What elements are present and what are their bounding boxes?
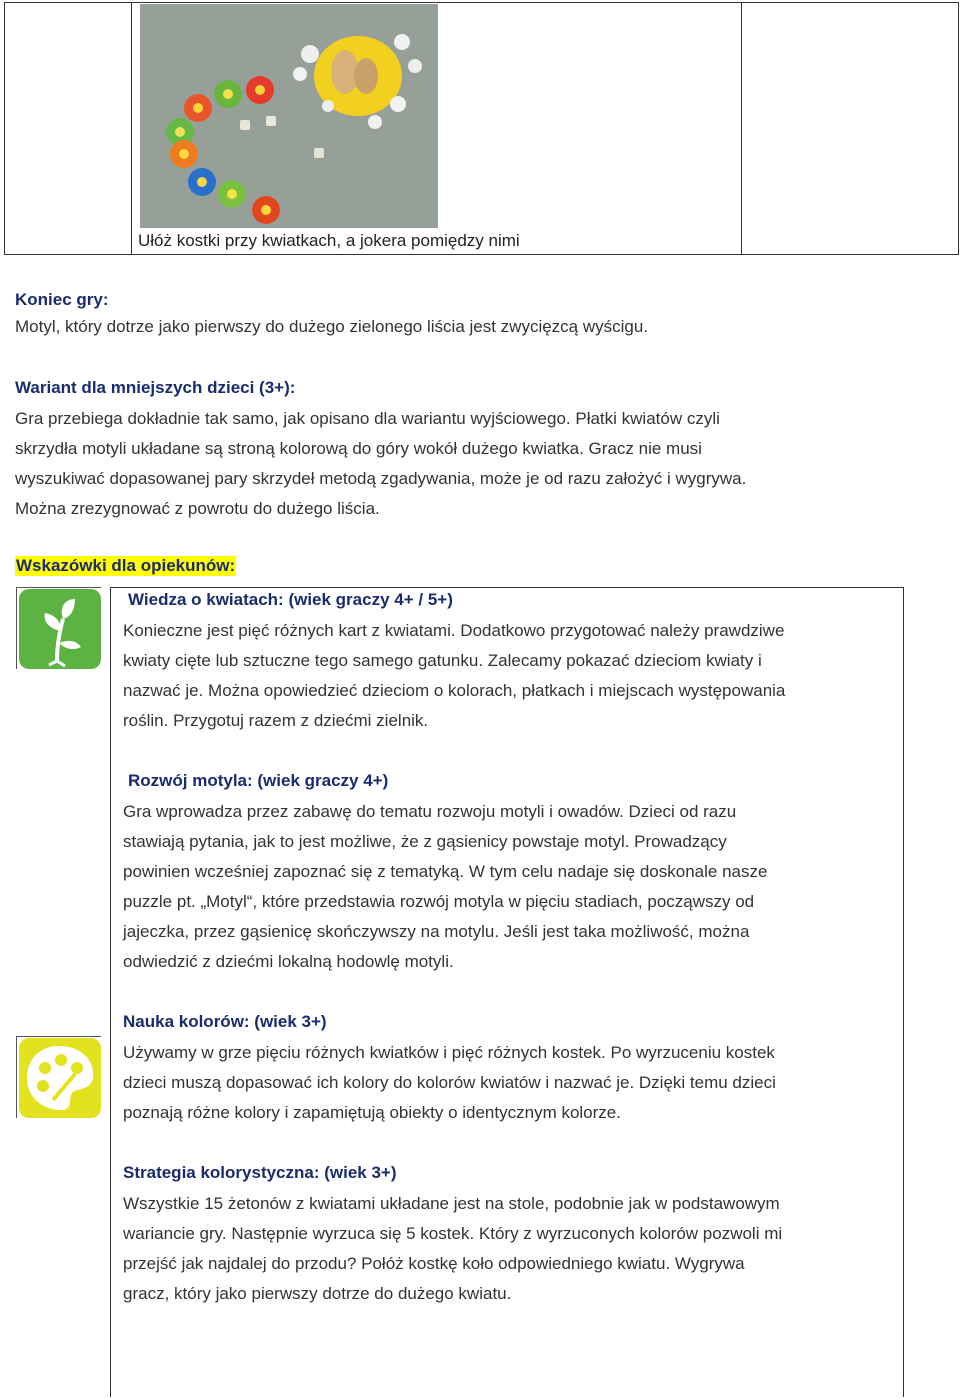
text-line: poznają różne kolory i zapamiętują obiekty o identycznym kolorze. [123, 1103, 621, 1122]
table-column-divider [741, 3, 742, 254]
section-body-flowers [123, 616, 903, 736]
variant-heading: Wariant dla mniejszych dzieci (3+): [15, 378, 296, 397]
text-line: powinien wcześniej zapoznać się z tematyką. W tym celu nadaje się doskonale nasze [123, 862, 768, 881]
text-line: dzieci muszą dopasować ich kolory do kolorów kwiatów i nazwać je. Dzięki temu dzieci [123, 1073, 776, 1092]
text-line: Gra wprowadza przez zabawę do tematu rozwoju motyli i owadów. Dzieci od razu [123, 802, 737, 821]
text-line: puzzle pt. „Motyl“, które przedstawia rozwój motyla w pięciu stadiach, począwszy od [123, 892, 755, 911]
tips-heading: Wskazówki dla opiekunów: [16, 556, 236, 575]
text-line: gracz, który jako pierwszy dotrze do dużego kwiatu. [123, 1284, 512, 1303]
table-column-divider [131, 3, 132, 254]
color-palette-icon [19, 1038, 101, 1118]
text-line: przejść jak najdalej do przodu? Połóż kostkę koło odpowiedniego kwiatu. Wygrywa [123, 1254, 745, 1273]
text-line: Używamy w grze pięciu różnych kwiatków i pięć różnych kostek. Po wyrzuceniu kostek [123, 1043, 775, 1062]
icon-frame-line [16, 587, 17, 669]
section-title-strategy: Strategia kolorystyczna: (wiek 3+) [123, 1163, 397, 1182]
end-game-text: Motyl, który dotrze jako pierwszy do dużego zielonego liścia jest zwycięzcą wyścigu. [15, 317, 649, 336]
end-game-heading: Koniec gry: [15, 290, 109, 309]
section-title-butterfly: Rozwój motyla: (wiek graczy 4+) [128, 771, 389, 790]
text-line: Konieczne jest pięć różnych kart z kwiatami. Dodatkowo przygotować należy prawdziwe [123, 621, 785, 640]
game-board-illustration [140, 4, 438, 228]
variant-paragraph [15, 404, 945, 524]
section-title-colors: Nauka kolorów: (wiek 3+) [123, 1012, 327, 1031]
text-line: wariancie gry. Następnie wyrzuca się 5 kostek. Który z wyrzuconych kolorów pozwoli mi [123, 1224, 783, 1243]
icon-frame-line [16, 587, 101, 588]
text-line: odwiedzić z dziećmi lokalną hodowlę motyli. [123, 952, 454, 971]
text-line: wyszukiwać dopasowanej pary skrzydeł metodą zgadywania, może je od razu założyć i wygrywa. [15, 469, 747, 488]
text-line: kwiaty cięte lub sztuczne tego samego gatunku. Zalecamy pokazać dzieciom kwiaty i [123, 651, 762, 670]
text-line: stawiają pytania, jak to jest możliwe, że z gąsienicy powstaje motyl. Prowadzący [123, 832, 727, 851]
text-line: Można zrezygnować z powrotu do dużego liścia. [15, 499, 380, 518]
section-body-butterfly [123, 797, 903, 977]
text-line: nazwać je. Można opowiedzieć dzieciom o kolorach, płatkach i miejscach występowania [123, 681, 786, 700]
text-line: skrzydła motyli układane są stroną kolorową do góry wokół dużego kwiatka. Gracz nie musi [15, 439, 702, 458]
section-body-strategy [123, 1189, 903, 1309]
section-title-flowers: Wiedza o kwiatach: (wiek graczy 4+ / 5+) [128, 590, 453, 609]
section-body-colors [123, 1038, 903, 1128]
game-board-photo [140, 4, 438, 228]
plant-sprout-icon [19, 589, 101, 669]
photo-caption: Ułóż kostki przy kwiatkach, a jokera pomiędzy nimi [138, 231, 520, 250]
text-line: jajeczka, przez gąsienicę skończywszy na motylu. Jeśli jest taka możliwość, można [123, 922, 750, 941]
icon-frame-line [16, 1036, 101, 1037]
text-line: Gra przebiega dokładnie tak samo, jak opisano dla wariantu wyjściowego. Płatki kwiatów czyli [15, 409, 720, 428]
icon-frame-line [16, 1036, 17, 1118]
text-line: Wszystkie 15 żetonów z kwiatami układane jest na stole, podobnie jak w podstawowym [123, 1194, 780, 1213]
text-line: roślin. Przygotuj razem z dziećmi zielnik. [123, 711, 429, 730]
